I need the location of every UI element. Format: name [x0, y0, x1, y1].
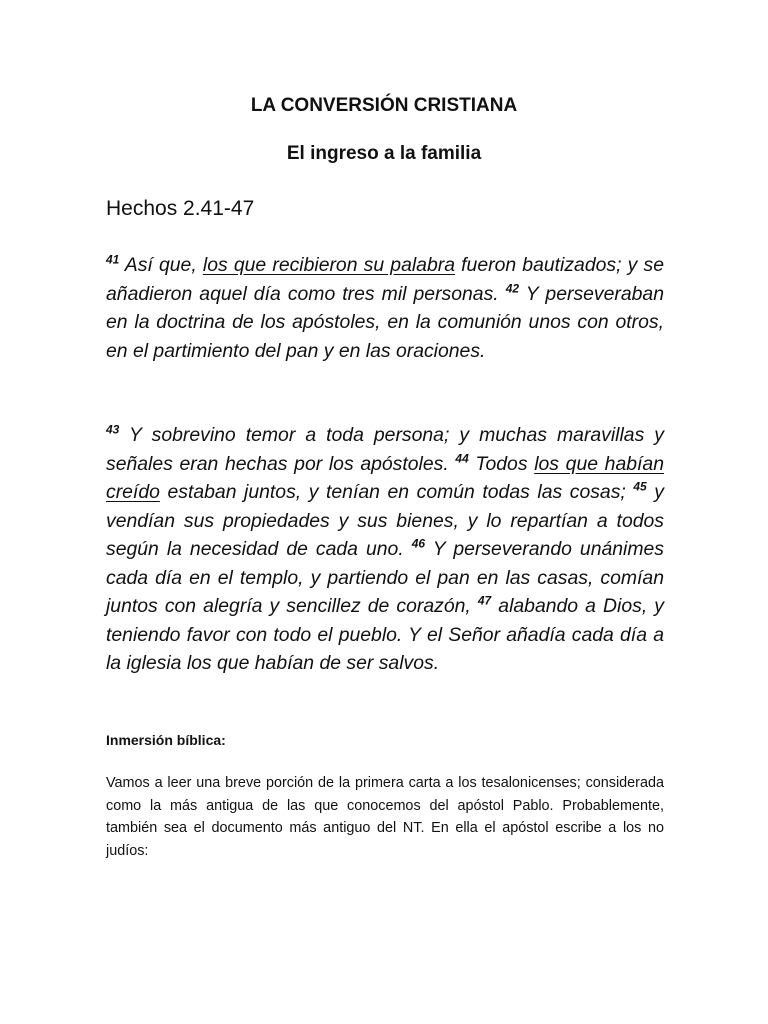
verse-text: Y sobrevino temor a toda persona; y muchas maravillas y señales eran hechas por los apóstoles.	[106, 424, 664, 475]
body-paragraph: Vamos a leer una breve porción de la primera carta a los tesalonicenses; considerada como la más antigua de las que conocemos del apóstol Pablo. Probablemente, también sea el documento más antiguo del NT. En ella el apóstol escribe a los no judíos:	[106, 775, 664, 859]
verse-number: 41	[106, 252, 120, 267]
verse-text: Así que,	[119, 254, 203, 276]
verse-number: 44	[455, 451, 469, 466]
verse-text: fueron bautizados; y se añadieron aquel día como tres mil personas.	[106, 254, 664, 305]
scripture-reference: Hechos 2.41-47	[106, 197, 255, 220]
verse-text: alabando a Dios, y teniendo favor con todo el pueblo. Y el Señor añadía cada día a la iglesia los que habían de ser salvos.	[106, 595, 664, 674]
verse-number: 47	[477, 593, 492, 608]
document-title: LA CONVERSIÓN CRISTIANA	[250, 95, 518, 116]
verse-text: Y perseverando unánimes cada día en el templo, y partiendo el pan en las casas, comían juntos con alegría y sencillez de corazón,	[106, 538, 664, 617]
verse-text: estaban juntos, y tenían en común todas las cosas;	[159, 481, 634, 503]
verse-text: Todos	[468, 452, 535, 475]
scripture-passage-2	[106, 421, 664, 678]
verse-text: y vendían sus propiedades y sus bienes, y lo repartían a todos según la necesidad de cada uno.	[106, 481, 664, 560]
document-subtitle: El ingreso a la familia	[286, 143, 482, 164]
verse-number: 43	[106, 422, 120, 437]
scripture-passage-1	[106, 251, 664, 365]
verse-number: 46	[411, 536, 426, 551]
verse-number: 45	[633, 479, 647, 494]
verse-number: 42	[505, 281, 520, 296]
verse-text: Y perseveraban en la doctrina de los apóstoles, en la comunión unos con otros, en el partimiento del pan y en las oraciones.	[106, 282, 665, 362]
underlined-phrase: los que habían creído	[106, 452, 664, 503]
underlined-phrase: los que recibieron su palabra	[202, 254, 455, 276]
section-heading: Inmersión bíblica:	[106, 732, 226, 748]
